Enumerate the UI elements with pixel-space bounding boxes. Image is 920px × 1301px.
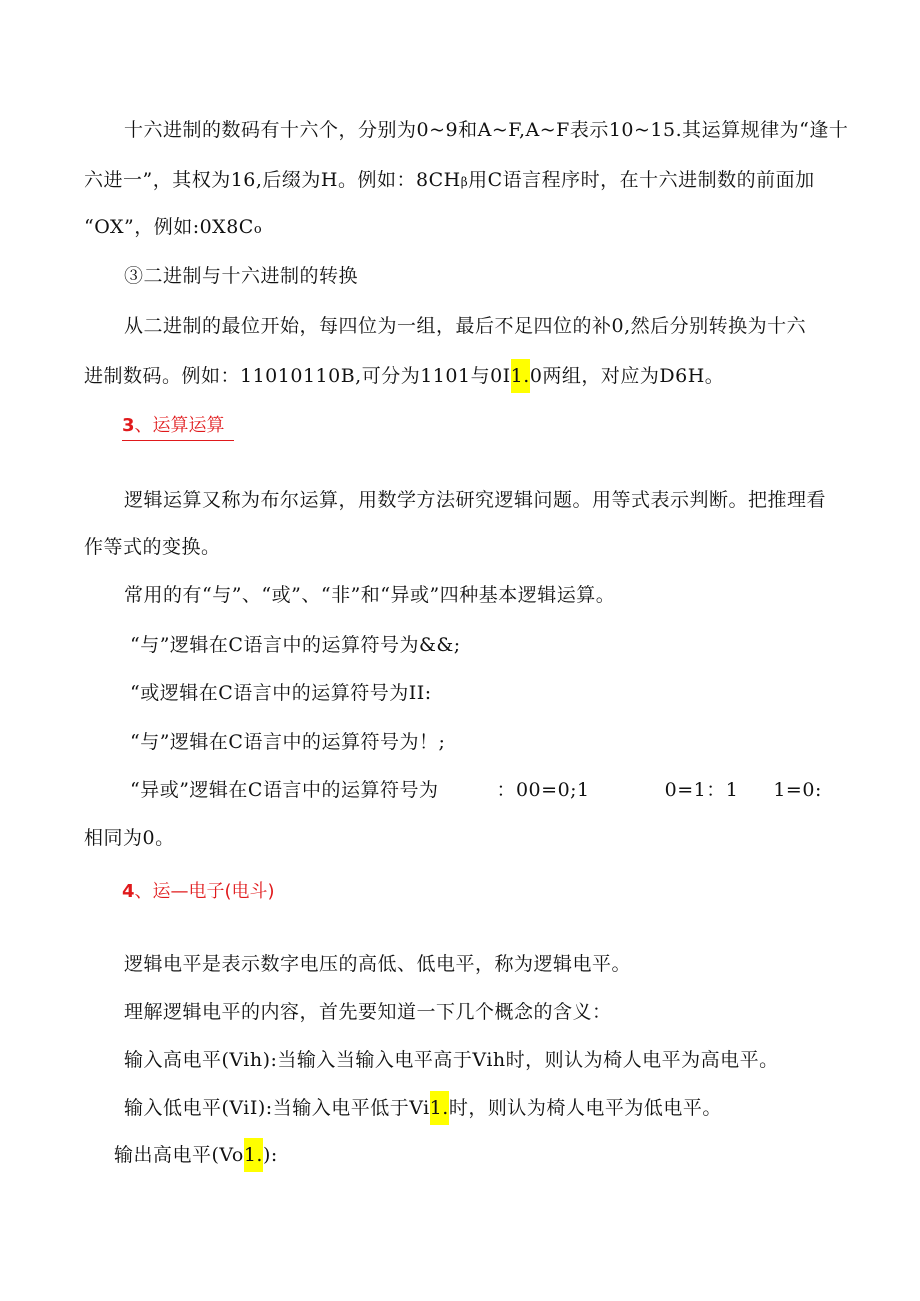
definition-vih: 输入高电平(Vih):当输入当输入电平高于Vih时，则认为椅人电平为高电平。: [124, 1049, 779, 1071]
paragraph-line: 逻辑运算又称为布尔运算，用数学方法研究逻辑问题。用等式表示判断。把推理看: [124, 489, 827, 511]
text-run: 0=1：1: [664, 779, 739, 801]
logic-rule-or: “或逻辑在C语言中的运算符号为II:: [130, 682, 432, 704]
text-run: 六进一”，其权为16,后缀为H。例如：8CH: [84, 169, 461, 191]
paragraph-line: [84, 215, 262, 242]
logic-rule-and: “与”逻辑在C语言中的运算符号为&&;: [130, 634, 461, 656]
text-run: “OX”，例如:0X8C: [84, 216, 254, 238]
text-run: ：00=0;1: [496, 779, 590, 801]
text-run: 进制数码。例如：11010110B,可分为1101与0I: [84, 365, 511, 387]
paragraph-line: 逻辑电平是表示数字电压的高低、低电平，称为逻辑电平。: [124, 953, 632, 975]
text-run: 0两组，对应为D6H。: [529, 365, 725, 387]
section-heading: [122, 414, 225, 438]
subscript: o: [253, 222, 263, 237]
paragraph-line: 从二进制的最位开始，每四位为一组，最后不足四位的补0,然后分别转换为十六: [124, 315, 807, 337]
definition-voh: [114, 1143, 278, 1167]
text-run: “异或”逻辑在C语言中的运算符号为: [130, 779, 439, 801]
logic-rule-xor: [130, 778, 822, 802]
paragraph-line: [84, 364, 724, 388]
paragraph-line: 相同为0。: [84, 827, 175, 849]
text-run: ):: [262, 1144, 278, 1166]
paragraph-line: 理解逻辑电平的内容，首先要知道一下几个概念的含义：: [124, 1001, 612, 1023]
paragraph-line: 常用的有“与”、“或”、“非”和“异或”四种基本逻辑运算。: [124, 584, 616, 606]
paragraph-line: [84, 168, 815, 194]
sub-heading: ③二进制与十六进制的转换: [124, 265, 359, 287]
text-run: 时，则认为椅人电平为低电平。: [448, 1097, 722, 1119]
logic-rule-not: “与”逻辑在C语言中的运算符号为！;: [130, 731, 446, 753]
section-title: 、运—电子(电斗): [134, 881, 275, 902]
section-heading: [122, 880, 275, 904]
paragraph-line: 十六进制的数码有十六个，分别为0~9和A~F,A~F表示10~15.其运算规律为“逢十: [124, 119, 849, 141]
text-run: 用C语言程序时，在十六进制数的前面加: [468, 169, 815, 191]
section-number: 3: [122, 415, 135, 436]
section-number: 4: [122, 881, 135, 902]
highlighted-text: 1.: [430, 1091, 449, 1125]
highlighted-text: 1.: [244, 1138, 263, 1172]
text-run: 1=0:: [773, 779, 822, 801]
text-run: 输出高电平(Vo: [114, 1144, 244, 1166]
paragraph-line: 作等式的变换。: [84, 536, 221, 558]
text-run: 输入低电平(ViI):当输入电平低于Vi: [124, 1097, 430, 1119]
heading-underline: [122, 440, 234, 441]
subscript: β: [460, 175, 469, 189]
section-title: 、运算运算: [134, 415, 225, 436]
highlighted-text: 1.: [511, 359, 530, 393]
definition-vil: [124, 1096, 722, 1120]
